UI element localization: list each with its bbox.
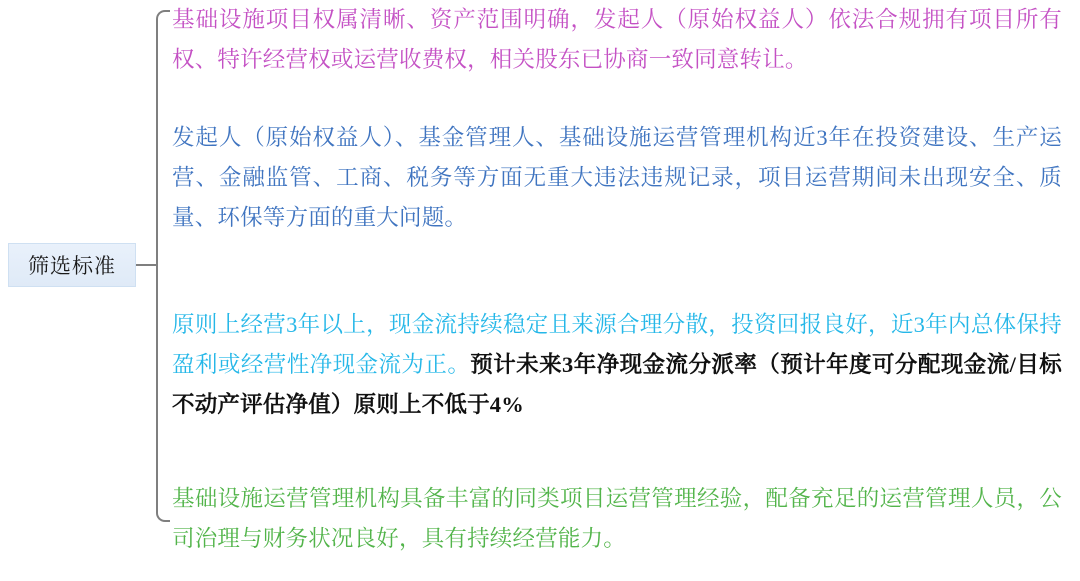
criteria-label-box bbox=[8, 243, 136, 287]
criteria-label-text: 筛选标准 bbox=[28, 254, 116, 278]
branch-text-operator: 基础设施运营管理机构具备丰富的同类项目运营管理经验，配备充足的运营管理人员，公司治理与财务状况良好，具有持续经营能力。 bbox=[172, 486, 1062, 551]
branch-text-cashflow-part2: 预计未来3年净现金流分派率（预计年度可分配现金流/目标不动产评估净值）原则上不低于4% bbox=[172, 352, 1062, 417]
connector-stub bbox=[136, 264, 158, 266]
branch-text-ownership: 基础设施项目权属清晰、资产范围明确，发起人（原始权益人）依法合规拥有项目所有权、特许经营权或运营收费权，相关股东已协商一致同意转让。 bbox=[172, 7, 1062, 72]
branches-container bbox=[172, 0, 1072, 581]
branch-bracket bbox=[156, 10, 170, 522]
branch-text-cashflow bbox=[172, 305, 1062, 425]
branch-text-cashflow-part1: 原则上经营3年以上，现金流持续稳定且来源合理分散，投资回报良好，近3年内总体保持盈利或经营性净现金流为正。 bbox=[172, 312, 1062, 377]
branch-text-compliance: 发起人（原始权益人）、基金管理人、基础设施运营管理机构近3年在投资建设、生产运营、金融监管、工商、税务等方面无重大违法违规记录，项目运营期间未出现安全、质量、环保等方面的重大问题。 bbox=[172, 125, 1062, 230]
